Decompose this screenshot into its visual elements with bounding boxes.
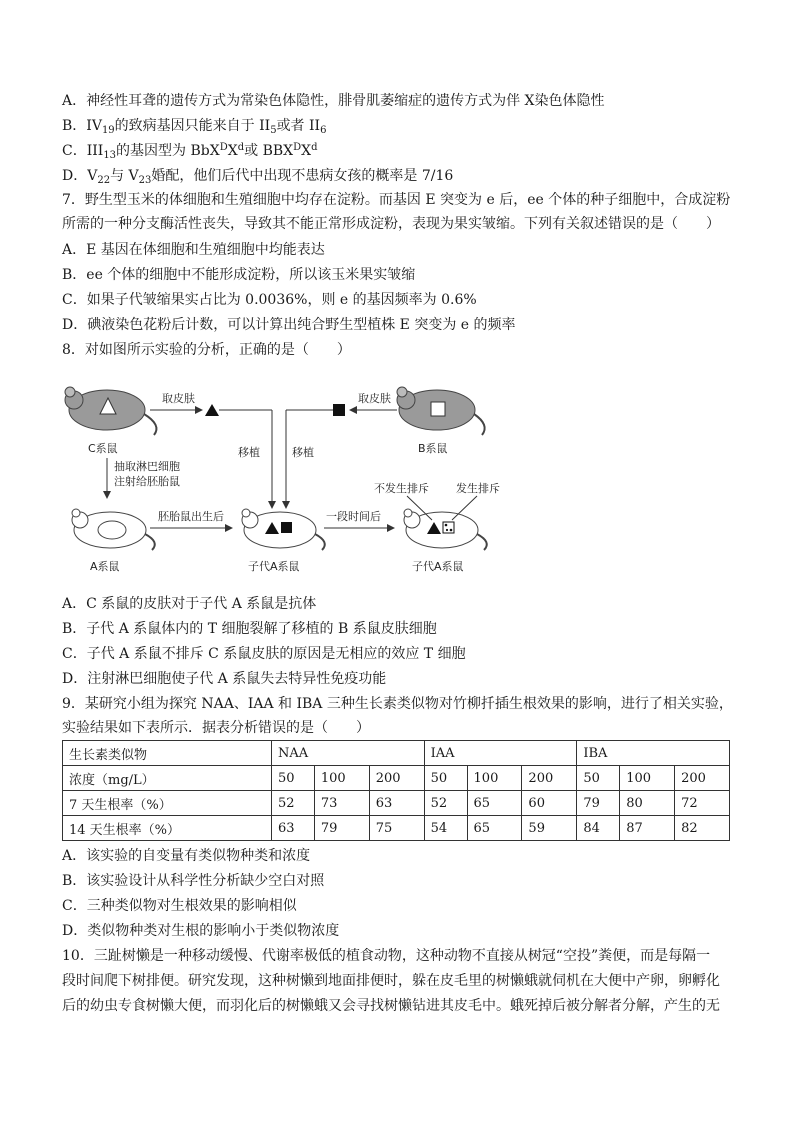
table-cell: 79 — [577, 791, 620, 816]
table-cell: 65 — [467, 791, 522, 816]
q8-option-c: C．子代 A 系鼠不排斥 C 系鼠皮肤的原因是无相应的效应 T 细胞 — [62, 646, 466, 662]
table-cell: 80 — [620, 791, 675, 816]
q8-stem: 8．对如图所示实验的分析，正确的是（ ） — [62, 342, 351, 358]
table-row — [63, 766, 730, 791]
q7-option-c: C．如果子代皱缩果实占比为 0.0036%，则 e 的基因频率为 0.6% — [62, 292, 477, 308]
q6-option-b: B．$IV_{19}$的致病基因只能来自于 $II_5$或者 $II_6$ — [62, 118, 327, 136]
a-mouse-figure — [72, 509, 155, 550]
table-cell: 7 天生根率（%） — [63, 791, 272, 816]
child-a-mouse-figure-1 — [242, 509, 325, 550]
child-a-mouse-figure-2 — [404, 509, 487, 550]
q7-stem-line1: 7．野生型玉米的体细胞和生殖细胞中均存在淀粉。而基因 E 突变为 e 后，ee 个体的种子细胞中，合成淀粉 — [62, 192, 731, 208]
q9-stem-line2: 实验结果如下表所示．据表分析错误的是（ ） — [62, 720, 370, 736]
table-cell: 84 — [577, 816, 620, 841]
table-cell: 87 — [620, 816, 675, 841]
table-cell: 52 — [272, 791, 315, 816]
table-cell: 72 — [675, 791, 730, 816]
reject-label: 发生排斥 — [456, 482, 500, 495]
b-mouse-label: B系鼠 — [418, 442, 448, 455]
table-cell: 75 — [369, 816, 424, 841]
square-skin-icon — [333, 404, 345, 416]
q6-option-a: A．神经性耳聋的遗传方式为常染色体隐性，腓骨肌萎缩症的遗传方式为伴 X染色体隐性 — [62, 93, 605, 109]
table-row — [63, 816, 730, 841]
table-cell: IAA — [424, 741, 577, 766]
q7-stem-line2: 所需的一种分支酶活性丧失，导致其不能正常形成淀粉，表现为果实皱缩。下列有关叙述错误的是（ ） — [62, 216, 720, 232]
q7-option-a: A．E 基因在体细胞和生殖细胞中均能表达 — [62, 242, 325, 258]
table-cell: 200 — [522, 766, 577, 791]
child-a-mouse-label-1: 子代A系鼠 — [248, 560, 300, 573]
q10-line1: 10．三趾树懒是一种移动缓慢、代谢率极低的植食动物，这种动物不直接从树冠“空投”粪便，而是每隔一 — [62, 948, 711, 964]
c-mouse-label: C系鼠 — [88, 442, 118, 455]
q7-option-b: B．ee 个体的细胞中不能形成淀粉，所以该玉米果实皱缩 — [62, 267, 416, 283]
take-skin-right-label: 取皮肤 — [358, 392, 391, 405]
table-cell: 63 — [369, 791, 424, 816]
b-mouse-figure — [397, 387, 485, 435]
q6-option-d: D．$V_{22}$与 $V_{23}$婚配，他们后代中出现不患病女孩的概率是 7/16 — [62, 168, 454, 186]
table-cell: 73 — [314, 791, 369, 816]
q8-option-a: A．C 系鼠的皮肤对于子代 A 系鼠是抗体 — [62, 596, 317, 612]
after-time-label: 一段时间后 — [326, 510, 381, 523]
table-cell: 63 — [272, 816, 315, 841]
table-cell: 200 — [675, 766, 730, 791]
table-cell: IBA — [577, 741, 730, 766]
take-skin-left-label: 取皮肤 — [162, 392, 195, 405]
q10-line3: 后的幼虫专食树懒大便，而羽化后的树懒蛾又会寻找树懒钻进其皮毛中。蛾死掉后被分解者分解，产生的无 — [62, 998, 720, 1014]
inject-label-line1: 抽取淋巴细胞 — [114, 460, 180, 473]
q9-stem-line1: 9．某研究小组为探究 NAA、IAA 和 IBA 三种生长素类似物对竹柳扦插生根效果的影响，进行了相关实验， — [62, 696, 733, 712]
table-cell: 60 — [522, 791, 577, 816]
triangle-skin-icon — [205, 404, 219, 416]
c-mouse-figure — [65, 387, 156, 435]
table-cell: 200 — [369, 766, 424, 791]
q8-experiment-diagram — [62, 380, 522, 585]
table-cell: 52 — [424, 791, 467, 816]
child-a-mouse-label-2: 子代A系鼠 — [412, 560, 464, 573]
no-reject-label: 不发生排斥 — [374, 482, 429, 495]
a-mouse-label: A系鼠 — [90, 560, 120, 573]
q9-results-table — [62, 740, 730, 841]
table-cell: 50 — [272, 766, 315, 791]
table-row — [63, 791, 730, 816]
q8-option-b: B．子代 A 系鼠体内的 T 细胞裂解了移植的 B 系鼠皮肤细胞 — [62, 621, 437, 637]
table-cell: NAA — [272, 741, 425, 766]
after-birth-label: 胚胎鼠出生后 — [158, 510, 224, 523]
table-cell: 82 — [675, 816, 730, 841]
q9-option-c: C．三种类似物对生根效果的影响相似 — [62, 898, 297, 914]
q7-option-d: D．碘液染色花粉后计数，可以计算出纯合野生型植株 E 突变为 e 的频率 — [62, 317, 516, 333]
table-cell: 14 天生根率（%） — [63, 816, 272, 841]
inject-label-line2: 注射给胚胎鼠 — [114, 475, 180, 488]
q6-option-c: C．$III_{13}$的基因型为 $BbX^DX^d$或 $BBX^DX^d$ — [62, 142, 318, 161]
table-cell: 100 — [314, 766, 369, 791]
q9-option-b: B．该实验设计从科学性分析缺少空白对照 — [62, 873, 325, 889]
table-cell: 59 — [522, 816, 577, 841]
q9-option-a: A．该实验的自变量有类似物种类和浓度 — [62, 848, 311, 864]
table-cell: 79 — [314, 816, 369, 841]
table-cell: 54 — [424, 816, 467, 841]
table-cell: 100 — [620, 766, 675, 791]
table-cell: 浓度（mg/L） — [63, 766, 272, 791]
table-cell: 50 — [424, 766, 467, 791]
q10-line2: 段时间爬下树排便。研究发现，这种树懒到地面排便时，躲在皮毛里的树懒蛾就伺机在大便中产卵，卵孵化 — [62, 973, 720, 989]
table-cell: 100 — [467, 766, 522, 791]
transplant-right-label: 移植 — [292, 446, 314, 459]
table-row — [63, 741, 730, 766]
q9-option-d: D．类似物种类对生根的影响小于类似物浓度 — [62, 923, 340, 939]
table-cell: 65 — [467, 816, 522, 841]
table-cell: 生长素类似物 — [63, 741, 272, 766]
table-cell: 50 — [577, 766, 620, 791]
q8-option-d: D．注射淋巴细胞使子代 A 系鼠失去特异性免疫功能 — [62, 671, 387, 687]
transplant-left-label: 移植 — [238, 446, 260, 459]
